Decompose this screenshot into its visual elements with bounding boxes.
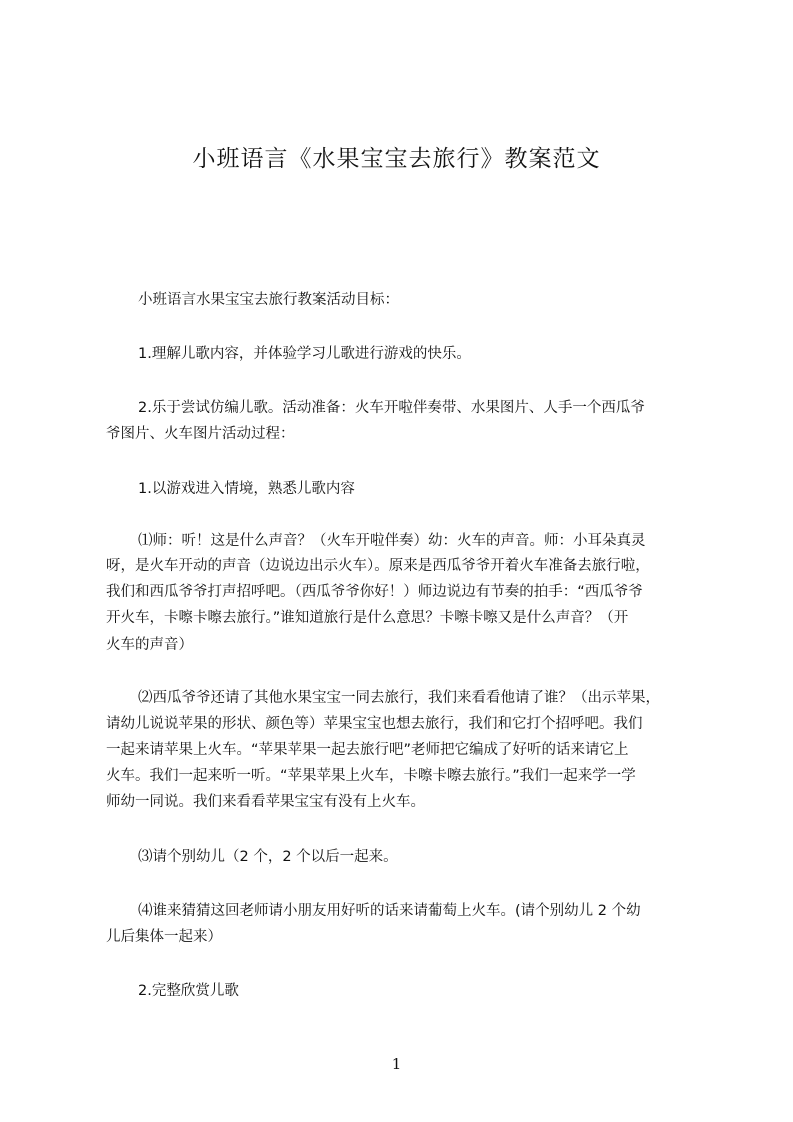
paragraph-line: 一起来请苹果上火车。“苹果苹果一起去旅行吧”老师把它编成了好听的话来请它上 <box>106 742 629 758</box>
paragraph-line: 2.乐于尝试仿编儿歌。活动准备：火车开啦伴奏带、水果图片、人手一个西瓜爷 <box>138 400 645 416</box>
paragraph-line: 请幼儿说说苹果的形状、颜色等）苹果宝宝也想去旅行，我们和它打个招呼吧。我们 <box>106 716 643 732</box>
paragraph-line: 师幼一同说。我们来看看苹果宝宝有没有上火车。 <box>106 794 425 810</box>
paragraph-line: 儿后集体一起来） <box>106 929 222 945</box>
paragraph-line: 我们和西瓜爷爷打声招呼吧。（西瓜爷爷你好！）师边说边有节奏的拍手：“西瓜爷爷 <box>106 584 643 600</box>
paragraph-line: 呀，是火车开动的声音（边说边出示火车）。原来是西瓜爷爷开着火车准备去旅行啦， <box>106 558 650 574</box>
page-number: 1 <box>391 1055 402 1073</box>
paragraph-line: 2.完整欣赏儿歌 <box>138 983 239 999</box>
paragraph-line: 1.以游戏进入情境，熟悉儿歌内容 <box>138 481 355 497</box>
paragraph-line: 爷图片、火车图片活动过程： <box>106 426 295 442</box>
paragraph-line: 1.理解儿歌内容，并体验学习儿歌进行游戏的快乐。 <box>138 346 471 362</box>
document-title: 小班语言《水果宝宝去旅行》教案范文 <box>192 146 601 172</box>
paragraph-line: 小班语言水果宝宝去旅行教案活动目标： <box>138 292 399 308</box>
paragraph-line: ⑵西瓜爷爷还请了其他水果宝宝一同去旅行，我们来看看他请了谁？（出示苹果， <box>138 690 660 706</box>
paragraph-line: ⑴师：听！这是什么声音？（火车开啦伴奏）幼：火车的声音。师：小耳朵真灵 <box>138 533 646 549</box>
paragraph-line: ⑷谁来猜猜这回老师请小朋友用好听的话来请葡萄上火车。(请个别幼儿 2 个幼 <box>138 903 641 919</box>
paragraph-line: 火车。我们一起来听一听。“苹果苹果上火车，卡嚓卡嚓去旅行。”我们一起来学一学 <box>106 768 636 784</box>
paragraph-line: 火车的声音） <box>106 637 193 653</box>
paragraph-line: 开火车，卡嚓卡嚓去旅行。”谁知道旅行是什么意思？卡嚓卡嚓又是什么声音？（开 <box>106 610 629 626</box>
paragraph-line: ⑶请个别幼儿（2 个，2 个以后一起来。 <box>138 849 398 865</box>
